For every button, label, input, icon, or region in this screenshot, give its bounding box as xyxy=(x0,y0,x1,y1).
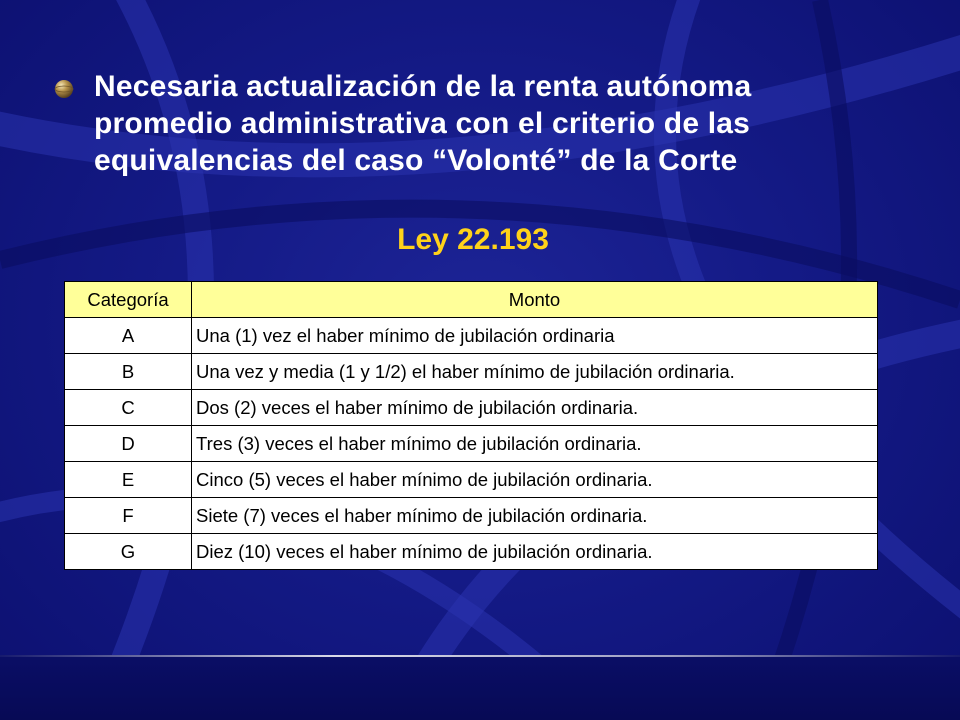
title-line-1: Necesaria actualización de la renta autónoma xyxy=(94,70,752,103)
table-row xyxy=(65,318,878,354)
amount-cell: Dos (2) veces el haber mínimo de jubilación ordinaria. xyxy=(192,390,878,426)
header-monto: Monto xyxy=(192,282,878,318)
amount-cell: Diez (10) veces el haber mínimo de jubilación ordinaria. xyxy=(192,534,878,570)
table-row xyxy=(65,426,878,462)
slide-title xyxy=(94,68,934,179)
bottom-band xyxy=(0,655,960,720)
category-cell: F xyxy=(65,498,192,534)
table-header-row xyxy=(65,282,878,318)
bullet-sphere-icon xyxy=(54,79,74,99)
amount-cell: Siete (7) veces el haber mínimo de jubilación ordinaria. xyxy=(192,498,878,534)
category-cell: A xyxy=(65,318,192,354)
table-row xyxy=(65,354,878,390)
category-cell: G xyxy=(65,534,192,570)
amount-cell: Tres (3) veces el haber mínimo de jubilación ordinaria. xyxy=(192,426,878,462)
amount-cell: Una (1) vez el haber mínimo de jubilación ordinaria xyxy=(192,318,878,354)
table-row xyxy=(65,390,878,426)
category-cell: B xyxy=(65,354,192,390)
header-categoria: Categoría xyxy=(65,282,192,318)
title-line-2: promedio administrativa con el criterio de las xyxy=(94,107,751,140)
category-cell: D xyxy=(65,426,192,462)
table-row xyxy=(65,498,878,534)
category-cell: C xyxy=(65,390,192,426)
table-row xyxy=(65,462,878,498)
title-line-3: equivalencias del caso “Volonté” de la Corte xyxy=(94,144,738,177)
categories-table xyxy=(64,281,878,570)
amount-cell: Una vez y media (1 y 1/2) el haber mínimo de jubilación ordinaria. xyxy=(192,354,878,390)
law-subtitle: Ley 22.193 xyxy=(397,223,549,256)
amount-cell: Cinco (5) veces el haber mínimo de jubilación ordinaria. xyxy=(192,462,878,498)
table-row xyxy=(65,534,878,570)
bottom-divider xyxy=(0,655,960,657)
category-cell: E xyxy=(65,462,192,498)
